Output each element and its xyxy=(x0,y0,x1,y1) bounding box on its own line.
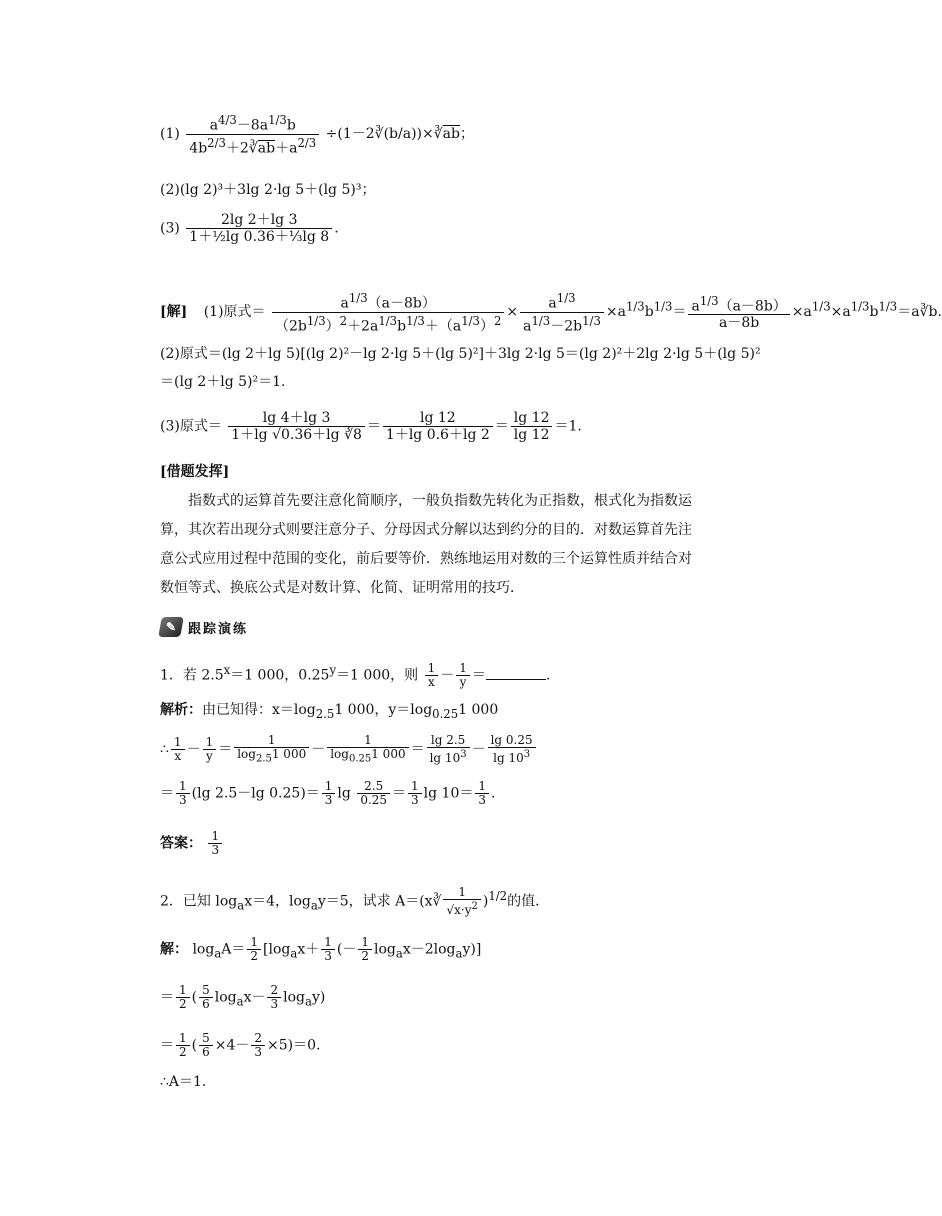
problem-2: (2)(lg 2)³＋3lg 2·lg 5＋(lg 5)³； xyxy=(160,182,376,198)
question-1-answer: 答案： $\frac{1}{3}$ xyxy=(160,830,224,857)
question-2-line-1: 解： $\log_aA=$ $\frac{1}{2}$ [$\log_ax+$ $\frac{1}{3}$ (－ $\frac{1}{2}$ $\log_ax-2\log_ay$)] xyxy=(160,935,482,963)
problem-1: (1) $\frac{a^{4/3}-8a^{1/3}b}{4b^{2/3}+2∛\overline{ab}+a^{2/3}}$ $\div(1-2∛(b/a))\times∛\overline{ab}$； xyxy=(160,113,474,157)
problem-3-fraction: $\frac{2\lg 2+\lg 3}{\text{1＋½lg 0.36＋⅓lg 8}}$ xyxy=(186,212,332,245)
problem-3: (3) $\frac{2\lg 2+\lg 3}{\text{1＋½lg 0.36＋⅓lg 8}}$ . xyxy=(160,212,339,245)
question-2-line-3: ＝ $\frac{1}{2}$ ( $\frac{5}{6}$ ×4－ $\frac{2}{3}$ ×5)＝0. xyxy=(160,1031,321,1059)
question-2-line-4: ∴A＝1. xyxy=(160,1074,207,1090)
section-header: ✎ 跟踪演练 xyxy=(160,617,248,637)
question-1-analysis: 解析：由已知得：$x=\log_{2.5}1$ 000，$y=\log_{0.25}1$ 000 xyxy=(160,702,499,721)
solution-2-line-2: ＝(lg 2＋lg 5)²＝1. xyxy=(160,374,286,390)
tips-heading: [借题发挥] xyxy=(160,464,230,480)
pen-icon: ✎ xyxy=(158,617,184,637)
question-1-step-1: ∴ $\frac{1}{x}$ － $\frac{1}{y}$ ＝ $\frac{1}{\log_{2.5}1 000}$ － $\frac{1}{\log_{0.25}1 000}$ ＝ $\frac{\lg 2.5}{\lg 10^3}$ － $\frac{\lg 0.25}{\lg 10^3}$ xyxy=(160,734,538,765)
question-1: 1．若 $2.5^x=1$ 000，$0.25^y=1$ 000，则 $\frac{1}{x}$ － $\frac{1}{y}$ ＝ . xyxy=(160,661,551,690)
solution-1: [解] (1)原式＝ $\frac{a^{1/3}(a-8b)}{(2b^{1/3})^2+2a^{1/3}b^{1/3}+(a^{1/3})^2}$ × $\frac{a^{1/3}}{a^{1/3}-2b^{1/3}}$ $\times a^{1/3}b^{1/3}=$ $\frac{a^{1/3}(a-8b)}{a-8b}$ $\times a^{1/3}\times a^{1/3}b^{1/3}=a∛b$. xyxy=(160,291,942,335)
solution-3: (3)原式＝ $\frac{\lg 4+\lg 3}{1+\lg √0.36+\lg ∛8}$ ＝ $\frac{\lg 12}{1+\lg 0.6+\lg 2}$ ＝ $\frac{\lg 12}{\lg 12}$ ＝1. xyxy=(160,410,582,443)
question-2: 2．已知 $\log_ax=4$，$\log_ay=5$，试求 A＝(x∛ $\frac{1}{√x\cdot y^2}$ )$^{1/2}$的值． xyxy=(160,885,550,918)
solution-2-line-1: (2)原式＝(lg 2＋lg 5)[(lg 2)²－lg 2·lg 5＋(lg 5)²]＋3lg 2·lg 5＝(lg 2)²＋2lg 2·lg 5＋(lg 5)² xyxy=(160,346,761,362)
tips-body: 指数式的运算首先要注意化简顺序，一般负指数先转化为正指数，根式化为指数运算，其次若出现分式则要注意分子、分母因式分解以达到约分的目的．对数运算首先注意公式应用过程中范围的变化，前后要等价．熟练地运用对数的三个运算性质并结合对数恒等式、换底公式是对数计算、化简、证明常用的技巧． xyxy=(160,493,692,596)
question-2-line-2: ＝ $\frac{1}{2}$ ( $\frac{5}{6}$ $\log_ax-$ $\frac{2}{3}$ $\log_ay$) xyxy=(160,983,326,1011)
question-1-step-2: ＝ $\frac{1}{3}$ (lg 2.5－lg 0.25)＝ $\frac{1}{3}$ lg $\frac{2.5}{0.25}$ ＝ $\frac{1}{3}$ lg 10＝ $\frac{1}{3}$ . xyxy=(160,779,496,807)
problem-1-fraction: $\frac{a^{4/3}-8a^{1/3}b}{4b^{2/3}+2∛\overline{ab}+a^{2/3}}$ xyxy=(186,112,319,156)
